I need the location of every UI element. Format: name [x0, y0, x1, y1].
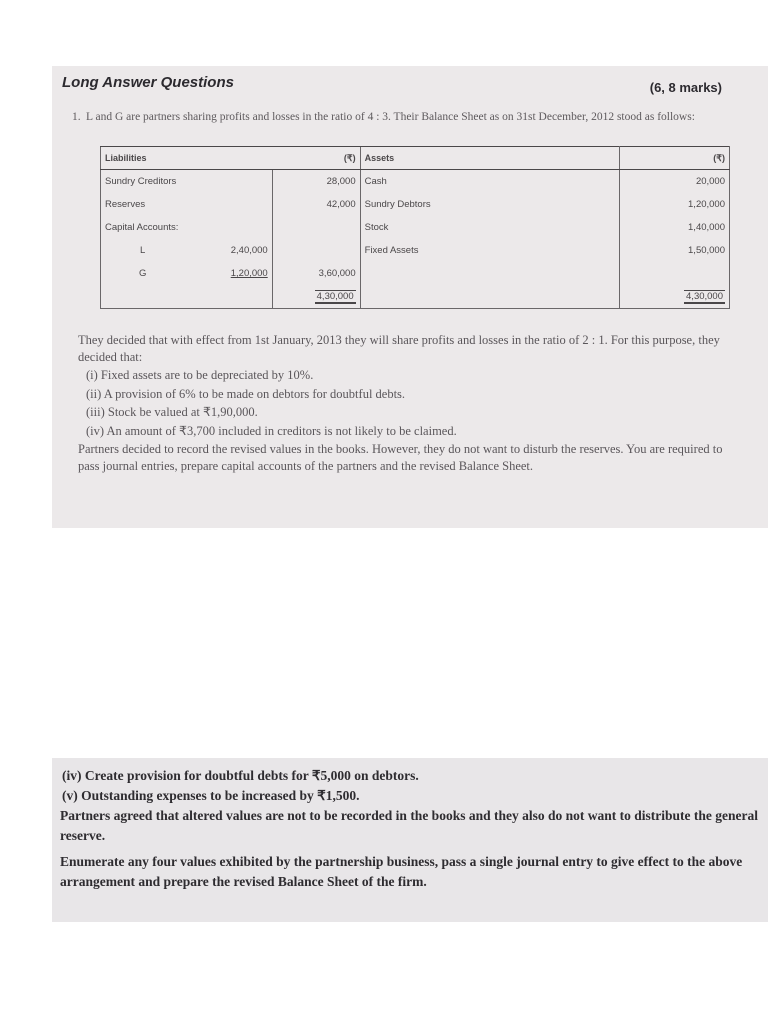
- table-header-row: [101, 147, 730, 170]
- partner-label: L: [101, 239, 185, 262]
- list-item: (iii) Stock be valued at ₹1,90,000.: [86, 405, 258, 419]
- decision-text: They decided that with effect from 1st January, 2013 they will share profits and losses in the ratio of 2 : 1. For this purpose, they decided that:: [78, 333, 720, 364]
- liability-amount: 3,60,000: [272, 262, 360, 285]
- question-body: [78, 332, 744, 476]
- list-item: (i) Fixed assets are to be depreciated by 10%.: [86, 368, 314, 382]
- partner-capital: 1,20,000: [230, 268, 268, 279]
- section-heading: Long Answer Questions: [62, 74, 234, 91]
- table-row: [101, 170, 730, 194]
- asset-label: Sundry Debtors: [360, 193, 619, 216]
- list-item: (v) Outstanding expenses to be increased by ₹1,500.: [62, 788, 360, 803]
- asset-amount: 1,40,000: [620, 216, 730, 239]
- question-intro: [72, 110, 736, 124]
- total-assets: 4,30,000: [686, 291, 723, 302]
- table-row: [101, 193, 730, 216]
- question-number: 1.: [72, 111, 81, 123]
- balance-sheet-table: [100, 146, 730, 309]
- header-amount-a: (₹): [620, 147, 730, 170]
- list-item: (iv) An amount of ₹3,700 included in creditors is not likely to be claimed.: [86, 423, 457, 438]
- liability-label: Capital Accounts:: [101, 216, 273, 239]
- total-liabilities: 4,30,000: [316, 291, 354, 302]
- total-row: [101, 285, 730, 309]
- paragraph: Enumerate any four values exhibited by the partnership business, pass a single journal entry to give effect to the above arrangement and prepare the revised Balance Sheet of the firm.: [60, 854, 743, 889]
- header-amount-l: (₹): [343, 152, 356, 163]
- asset-label: [360, 262, 619, 285]
- second-question-photo: [52, 758, 768, 922]
- liability-label: Sundry Creditors: [101, 170, 273, 194]
- liability-amount: [272, 239, 360, 262]
- marks-label: (6, 8 marks): [649, 80, 722, 95]
- asset-label: Fixed Assets: [360, 239, 619, 262]
- header-assets: Assets: [360, 147, 619, 170]
- asset-amount: 1,50,000: [620, 239, 730, 262]
- list-item: (ii) A provision of 6% to be made on debtors for doubtful debts.: [86, 386, 406, 401]
- liability-amount: 42,000: [272, 193, 360, 216]
- question-photo: [52, 66, 768, 528]
- closing-text: Partners decided to record the revised values in the books. However, they do not want to disturb the reserves. You are required to pass journal entries, prepare capital accounts of the partners and the revised Balance Sheet.: [78, 442, 723, 473]
- paragraph: Partners agreed that altered values are not to be recorded in the books and they also do not want to distribute the general reserve.: [60, 808, 758, 843]
- asset-amount: [620, 262, 730, 285]
- question-intro-text: L and G are partners sharing profits and losses in the ratio of 4 : 3. Their Balance Sheet as on 31st December, 2012 stood as follows:: [86, 111, 695, 123]
- partner-label: G: [101, 262, 185, 285]
- liability-label: Reserves: [101, 193, 273, 216]
- header-liabilities: Liabilities (₹): [101, 147, 361, 170]
- liability-amount: 28,000: [272, 170, 360, 194]
- partner-capital: 2,40,000: [230, 245, 268, 256]
- table-row: [101, 239, 730, 262]
- table-row: [101, 262, 730, 285]
- table-row: [101, 216, 730, 239]
- asset-amount: 20,000: [620, 170, 730, 194]
- asset-label: Stock: [360, 216, 619, 239]
- asset-amount: 1,20,000: [620, 193, 730, 216]
- second-question-body: [60, 766, 760, 892]
- asset-label: Cash: [360, 170, 619, 194]
- liability-amount: [272, 216, 360, 239]
- list-item: (iv) Create provision for doubtful debts for ₹5,000 on debtors.: [62, 768, 419, 783]
